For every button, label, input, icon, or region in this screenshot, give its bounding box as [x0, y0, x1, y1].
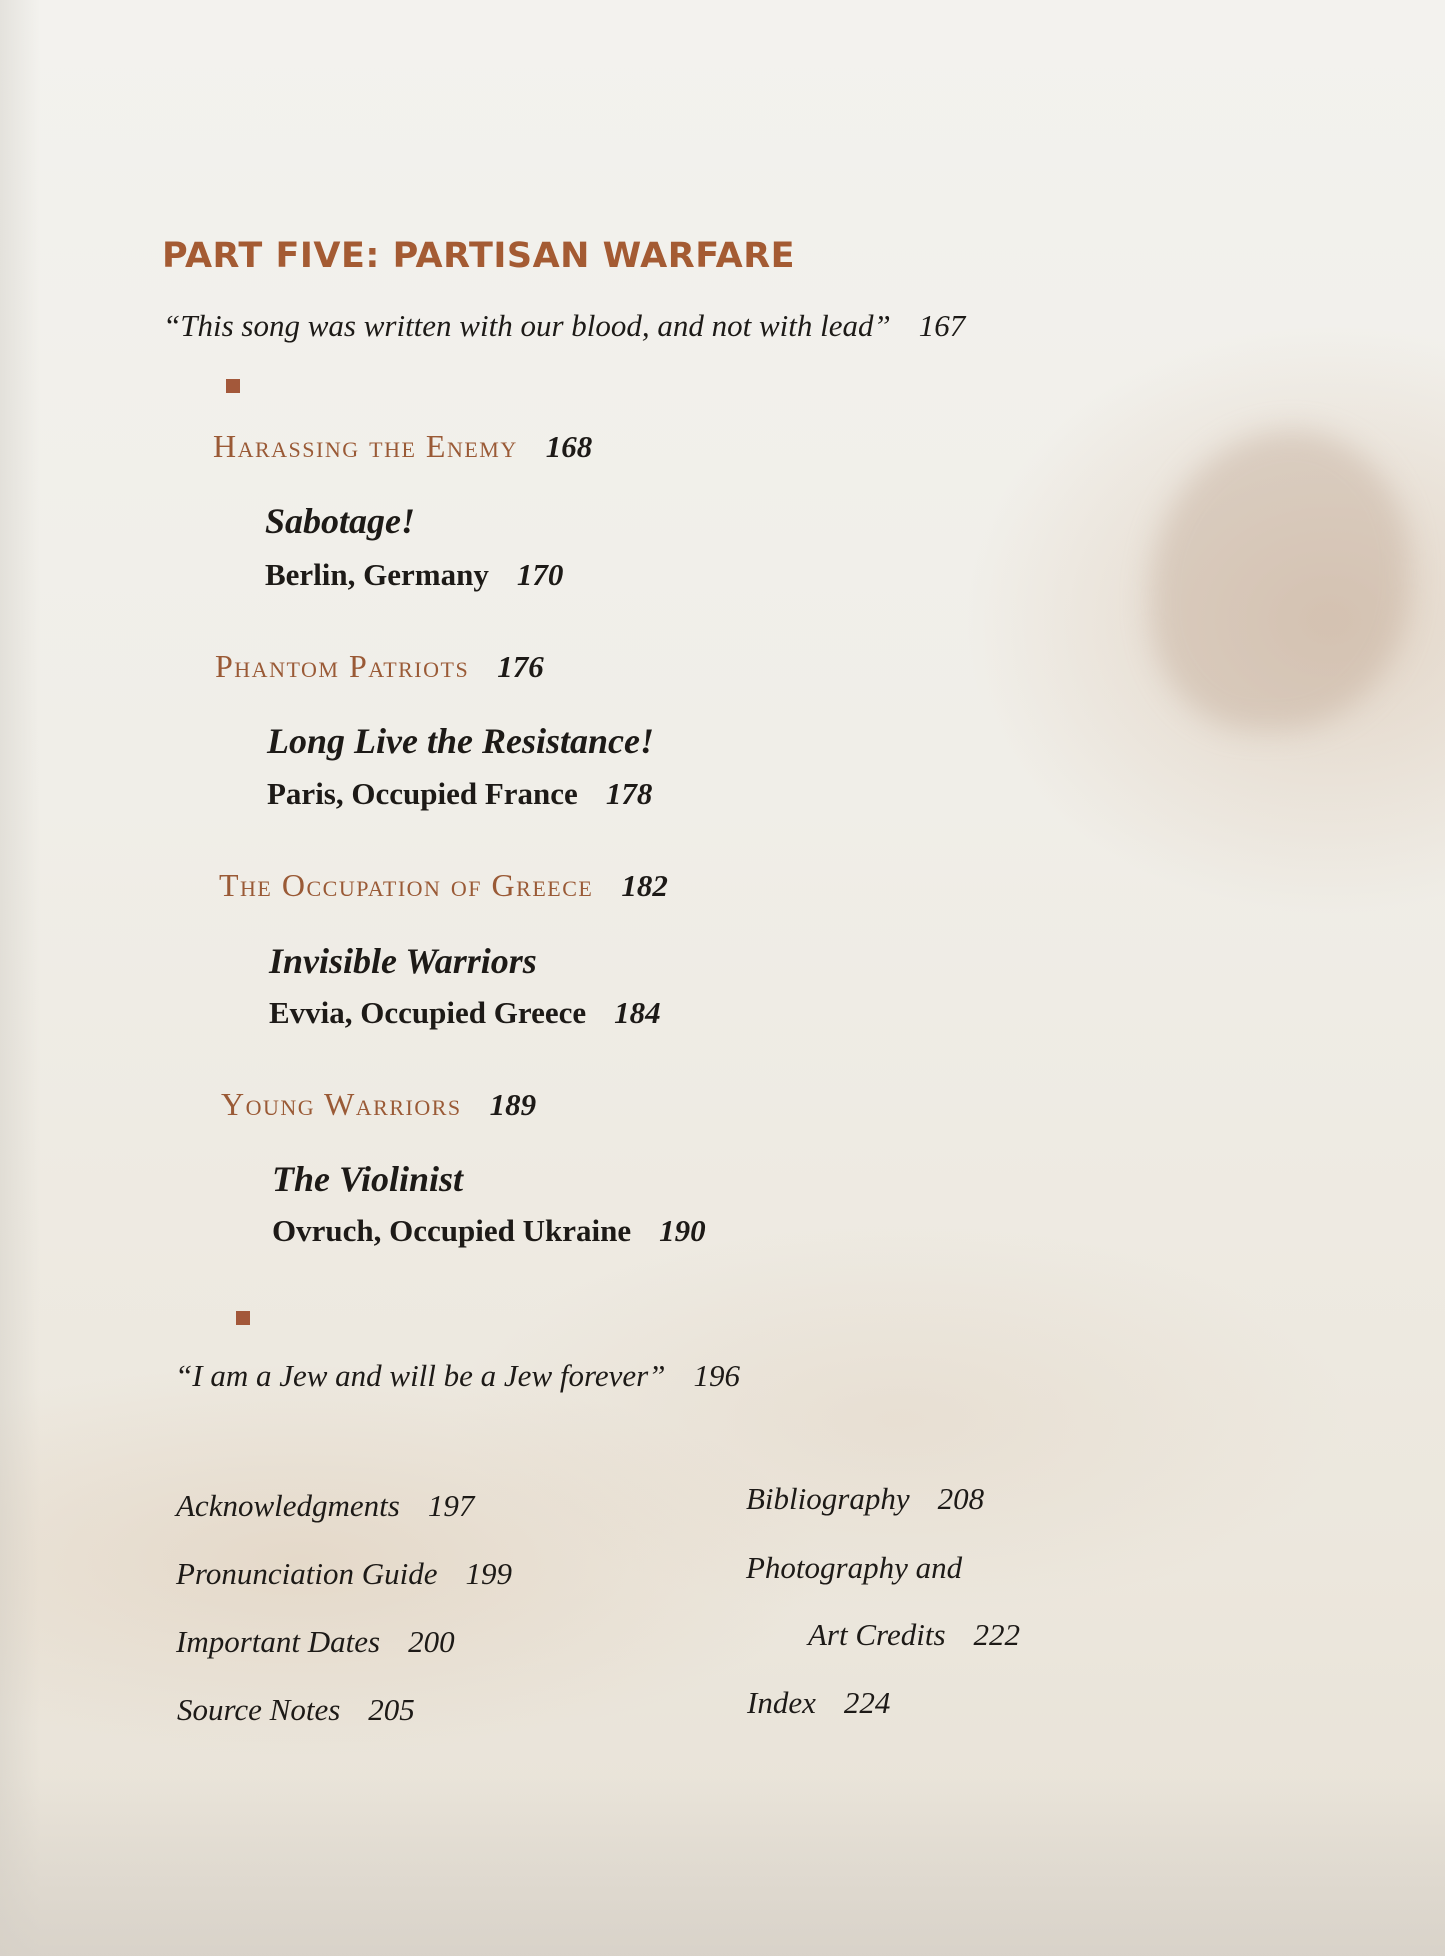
- back-matter-label: Source Notes: [177, 1692, 341, 1727]
- back-matter-entry[interactable]: [176, 1624, 455, 1660]
- closing-quote-page: 196: [693, 1358, 740, 1393]
- chapter-entry[interactable]: [213, 428, 592, 465]
- back-matter-entry[interactable]: [746, 1550, 962, 1586]
- closing-quote-text: “I am a Jew and will be a Jew forever”: [175, 1358, 666, 1393]
- chapter-page: 176: [497, 649, 544, 684]
- opening-quote-page: 167: [918, 308, 966, 343]
- story-title[interactable]: Sabotage!: [265, 501, 416, 541]
- back-matter-entry[interactable]: [177, 1692, 415, 1728]
- story-place-entry[interactable]: [267, 776, 652, 812]
- chapter-page: 182: [621, 868, 668, 903]
- chapter-title: Harassing the Enemy: [213, 428, 518, 464]
- back-matter-label: Acknowledgments: [176, 1488, 400, 1523]
- back-matter-label: Important Dates: [176, 1624, 381, 1659]
- back-matter-page: 208: [937, 1481, 985, 1516]
- back-matter-entry[interactable]: [176, 1488, 474, 1524]
- part-title: PART FIVE: PARTISAN WARFARE: [162, 236, 796, 276]
- story-place: Ovruch, Occupied Ukraine: [272, 1213, 632, 1248]
- story-place: Evvia, Occupied Greece: [269, 995, 587, 1030]
- page-bottom-shadow: [0, 1776, 1445, 1956]
- back-matter-entry[interactable]: [746, 1481, 984, 1517]
- back-matter-page: 222: [973, 1617, 1021, 1652]
- page-edge-shadow: [0, 0, 40, 1956]
- chapter-page: 189: [489, 1087, 537, 1122]
- story-place-entry[interactable]: [265, 557, 563, 593]
- chapter-page: 168: [545, 429, 593, 464]
- story-place: Paris, Occupied France: [267, 776, 578, 811]
- closing-quote-entry[interactable]: [175, 1358, 740, 1394]
- story-title[interactable]: Long Live the Resistance!: [267, 721, 654, 761]
- chapter-title: The Occupation of Greece: [219, 867, 594, 903]
- back-matter-label: Index: [747, 1685, 816, 1720]
- story-place-entry[interactable]: [272, 1213, 706, 1249]
- back-matter-entry[interactable]: [747, 1685, 890, 1721]
- story-title[interactable]: The Violinist: [272, 1159, 464, 1199]
- story-place-entry[interactable]: [269, 995, 661, 1031]
- back-matter-page: 199: [465, 1556, 512, 1591]
- story-title[interactable]: Invisible Warriors: [269, 941, 537, 981]
- story-page: 170: [516, 557, 564, 592]
- story-page: 190: [659, 1213, 706, 1248]
- story-page: 184: [614, 995, 661, 1030]
- back-matter-page: 224: [843, 1685, 891, 1720]
- story-place: Berlin, Germany: [265, 557, 489, 592]
- back-matter-entry[interactable]: [808, 1617, 1020, 1653]
- back-matter-label: Pronunciation Guide: [176, 1556, 438, 1591]
- story-page: 178: [605, 776, 653, 811]
- opening-quote-entry[interactable]: [163, 308, 965, 344]
- back-matter-label: Bibliography: [746, 1481, 910, 1516]
- back-matter-entry[interactable]: [176, 1556, 512, 1592]
- section-bullet-icon: [226, 379, 240, 393]
- chapter-entry[interactable]: [215, 648, 544, 685]
- background-photo-shape: [1150, 430, 1410, 730]
- back-matter-page: 200: [408, 1624, 455, 1659]
- chapter-entry[interactable]: [221, 1086, 536, 1123]
- section-bullet-icon: [236, 1311, 250, 1325]
- back-matter-label: Art Credits: [808, 1617, 946, 1652]
- back-matter-page: 205: [368, 1692, 415, 1727]
- chapter-entry[interactable]: [219, 867, 668, 904]
- chapter-title: Phantom Patriots: [215, 648, 470, 684]
- chapter-title: Young Warriors: [221, 1086, 462, 1122]
- back-matter-label: Photography and: [746, 1550, 963, 1585]
- back-matter-page: 197: [427, 1488, 475, 1523]
- opening-quote-text: “This song was written with our blood, and not with lead”: [163, 308, 891, 343]
